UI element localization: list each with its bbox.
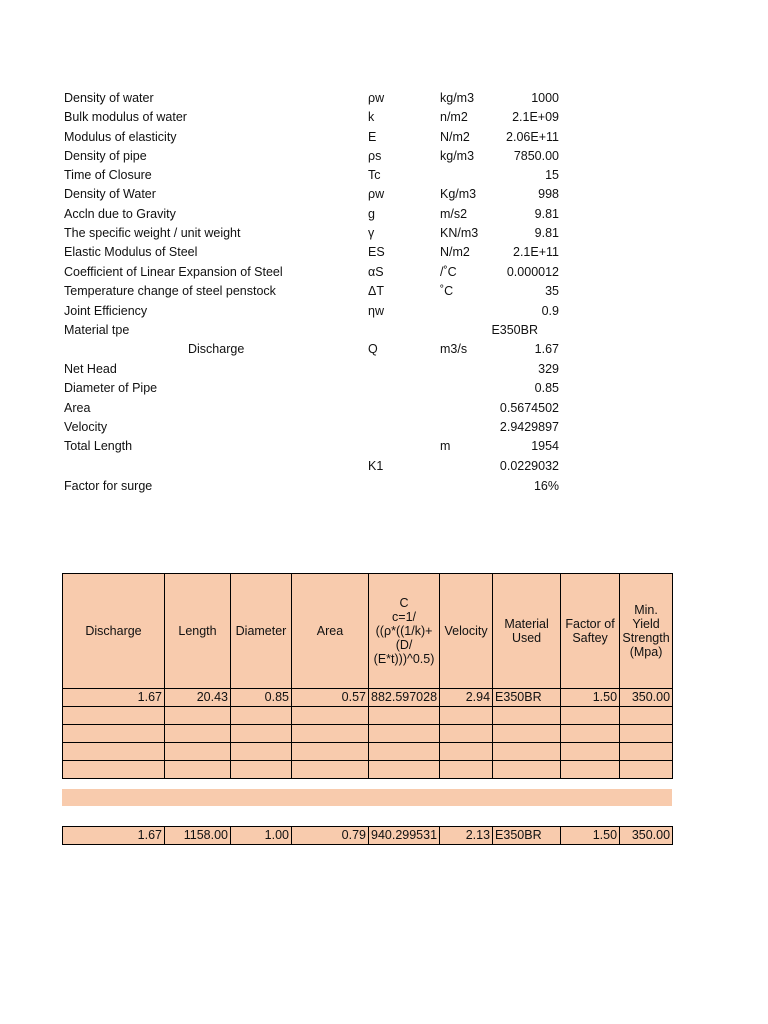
param-row bbox=[0, 457, 768, 476]
param-label: Diameter of Pipe bbox=[64, 381, 158, 395]
header-area: Area bbox=[292, 574, 369, 689]
param-symbol: k bbox=[368, 110, 375, 124]
table-row-empty bbox=[63, 761, 673, 779]
param-value: 0.9 bbox=[541, 304, 559, 318]
param-symbol: ρw bbox=[368, 91, 385, 105]
param-value: 16% bbox=[533, 479, 559, 493]
table-header-row bbox=[63, 574, 673, 689]
cell-c: 882.597028 bbox=[369, 689, 440, 707]
param-label: Total Length bbox=[64, 439, 133, 453]
table-row bbox=[63, 689, 673, 707]
param-row bbox=[0, 263, 768, 282]
header-yield-strength: Min. Yield Strength (Mpa) bbox=[620, 574, 673, 689]
param-symbol: E bbox=[368, 130, 377, 144]
param-label: Velocity bbox=[64, 420, 108, 434]
param-row bbox=[0, 399, 768, 418]
param-row bbox=[0, 166, 768, 185]
param-label: Modulus of elasticity bbox=[64, 130, 177, 144]
summary-area: 0.79 bbox=[292, 827, 369, 845]
summary-length: 1158.00 bbox=[165, 827, 231, 845]
param-label: Accln due to Gravity bbox=[64, 207, 176, 221]
header-factor-of-safety: Factor of Saftey bbox=[561, 574, 620, 689]
param-value: 7850.00 bbox=[513, 149, 559, 163]
param-value: 0.85 bbox=[534, 381, 559, 395]
param-unit: kg/m3 bbox=[440, 149, 475, 163]
highlight-band bbox=[62, 789, 672, 806]
param-value: 329 bbox=[538, 362, 559, 376]
param-symbol: ρw bbox=[368, 187, 385, 201]
param-unit: m/s2 bbox=[440, 207, 468, 221]
header-velocity: Velocity bbox=[440, 574, 493, 689]
param-row bbox=[0, 128, 768, 147]
header-discharge: Discharge bbox=[63, 574, 165, 689]
param-value: 35 bbox=[545, 284, 559, 298]
param-value: 0.0229032 bbox=[499, 459, 559, 473]
table-row-empty bbox=[63, 707, 673, 725]
header-c-formula: C c=1/ ((ρ*((1/k)+ (D/ (E*t)))^0.5) bbox=[369, 574, 440, 689]
param-row bbox=[0, 437, 768, 456]
param-row bbox=[0, 340, 768, 359]
cell-velocity: 2.94 bbox=[440, 689, 493, 707]
param-label: Bulk modulus of water bbox=[64, 110, 187, 124]
summary-material: E350BR bbox=[493, 827, 561, 845]
param-unit: N/m2 bbox=[440, 130, 470, 144]
param-symbol: g bbox=[368, 207, 375, 221]
param-row bbox=[0, 243, 768, 262]
cell-factor: 1.50 bbox=[561, 689, 620, 707]
param-unit: m3/s bbox=[440, 342, 468, 356]
param-label: Discharge bbox=[188, 342, 245, 356]
param-value: 1000 bbox=[531, 91, 559, 105]
param-value: 1.67 bbox=[534, 342, 559, 356]
param-row bbox=[0, 147, 768, 166]
param-label: Joint Efficiency bbox=[64, 304, 148, 318]
param-value: E350BR bbox=[491, 323, 538, 337]
param-label: Temperature change of steel penstock bbox=[64, 284, 276, 298]
param-unit: /˚C bbox=[440, 265, 457, 279]
param-row bbox=[0, 477, 768, 496]
header-diameter: Diameter bbox=[231, 574, 292, 689]
table-row-empty bbox=[63, 743, 673, 761]
cell-diameter: 0.85 bbox=[231, 689, 292, 707]
param-label: Elastic Modulus of Steel bbox=[64, 245, 198, 259]
param-symbol: ρs bbox=[368, 149, 382, 163]
param-row bbox=[0, 321, 768, 340]
param-label: Density of water bbox=[64, 91, 154, 105]
param-unit: N/m2 bbox=[440, 245, 470, 259]
param-symbol: Tc bbox=[368, 168, 381, 182]
header-length: Length bbox=[165, 574, 231, 689]
param-unit: kg/m3 bbox=[440, 91, 475, 105]
param-label: Coefficient of Linear Expansion of Steel bbox=[64, 265, 283, 279]
table-row-empty bbox=[63, 725, 673, 743]
param-label: Material tpe bbox=[64, 323, 130, 337]
summary-factor: 1.50 bbox=[561, 827, 620, 845]
param-value: 2.1E+09 bbox=[512, 110, 559, 124]
param-value: 9.81 bbox=[534, 207, 559, 221]
param-symbol: ΔT bbox=[368, 284, 384, 298]
param-value: 1954 bbox=[531, 439, 559, 453]
param-row bbox=[0, 185, 768, 204]
param-row bbox=[0, 302, 768, 321]
param-label: Area bbox=[64, 401, 91, 415]
param-value: 2.9429897 bbox=[499, 420, 559, 434]
param-symbol: γ bbox=[368, 226, 375, 240]
param-label: The specific weight / unit weight bbox=[64, 226, 241, 240]
param-row bbox=[0, 360, 768, 379]
summary-c: 940.299531 bbox=[369, 827, 440, 845]
header-material: Material Used bbox=[493, 574, 561, 689]
param-label: Density of pipe bbox=[64, 149, 147, 163]
param-value: 2.1E+11 bbox=[513, 245, 559, 259]
cell-discharge: 1.67 bbox=[63, 689, 165, 707]
param-unit: Kg/m3 bbox=[440, 187, 477, 201]
param-symbol: ηw bbox=[368, 304, 384, 318]
param-label: Net Head bbox=[64, 362, 117, 376]
param-label: Time of Closure bbox=[64, 168, 152, 182]
param-value: 9.81 bbox=[534, 226, 559, 240]
param-row bbox=[0, 89, 768, 108]
param-symbol: K1 bbox=[368, 459, 384, 473]
param-label: Factor for surge bbox=[64, 479, 153, 493]
penstock-table bbox=[62, 573, 673, 779]
param-row bbox=[0, 418, 768, 437]
param-row bbox=[0, 282, 768, 301]
param-row bbox=[0, 379, 768, 398]
param-row bbox=[0, 224, 768, 243]
param-symbol: αS bbox=[368, 265, 384, 279]
cell-material: E350BR bbox=[493, 689, 561, 707]
summary-discharge: 1.67 bbox=[63, 827, 165, 845]
cell-length: 20.43 bbox=[165, 689, 231, 707]
param-value: 0.5674502 bbox=[499, 401, 559, 415]
param-value: 998 bbox=[538, 187, 559, 201]
summary-row bbox=[63, 827, 673, 845]
param-unit: n/m2 bbox=[440, 110, 468, 124]
param-value: 2.06E+11 bbox=[506, 130, 559, 144]
param-row bbox=[0, 205, 768, 224]
param-label: Density of Water bbox=[64, 187, 156, 201]
param-row bbox=[0, 108, 768, 127]
summary-table bbox=[62, 826, 673, 845]
summary-velocity: 2.13 bbox=[440, 827, 493, 845]
cell-yield: 350.00 bbox=[620, 689, 673, 707]
param-unit: m bbox=[440, 439, 451, 453]
param-value: 15 bbox=[545, 168, 559, 182]
param-value: 0.000012 bbox=[506, 265, 559, 279]
summary-yield: 350.00 bbox=[620, 827, 673, 845]
param-unit: KN/m3 bbox=[440, 226, 479, 240]
cell-area: 0.57 bbox=[292, 689, 369, 707]
param-symbol: ES bbox=[368, 245, 385, 259]
summary-diameter: 1.00 bbox=[231, 827, 292, 845]
param-unit: ˚C bbox=[440, 284, 454, 298]
param-symbol: Q bbox=[368, 342, 378, 356]
